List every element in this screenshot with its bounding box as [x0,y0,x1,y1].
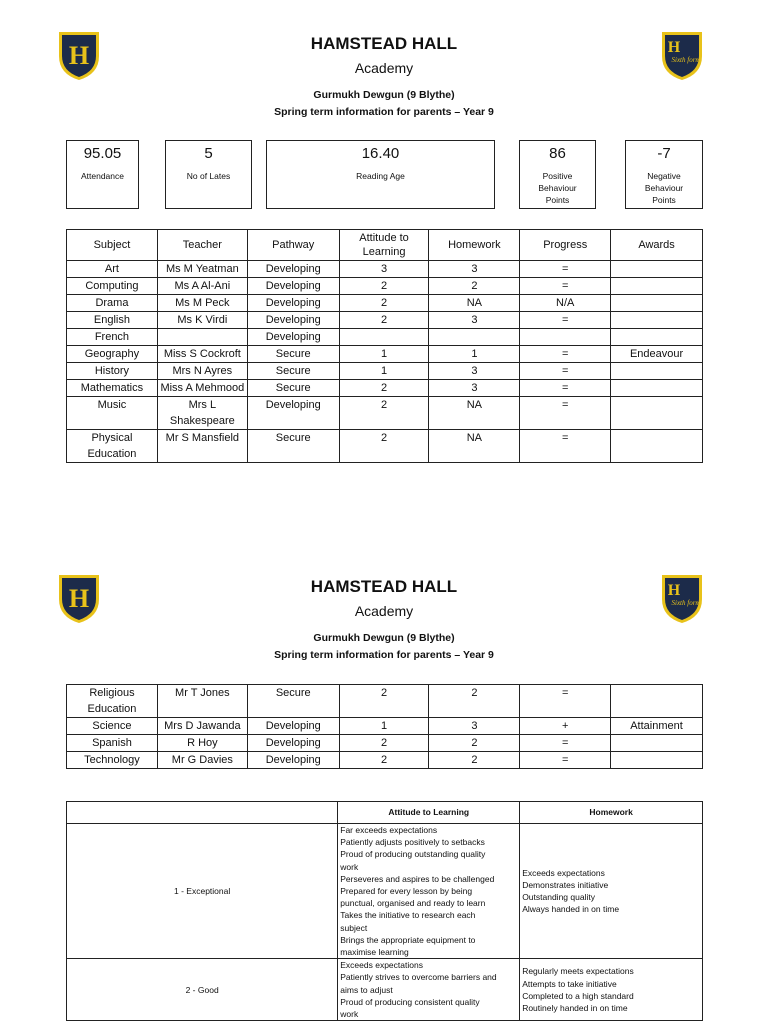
key-homework-line: Completed to a high standard [522,990,634,1001]
table-cell: Art [67,261,158,278]
table-cell: Ms M Yeatman [157,261,247,278]
subjects-table-continued [66,684,703,769]
table-cell: Developing [247,752,339,769]
stat-label: Negative Behaviour Points [644,171,684,205]
table-cell: 2 [339,752,429,769]
svg-text:H: H [68,584,90,613]
table-cell: 3 [429,718,520,735]
table-row [67,718,703,735]
stat-label: Attendance [80,171,124,181]
table-cell: = [520,735,611,752]
table-cell: Technology [67,752,158,769]
table-cell: 2 [429,735,520,752]
key-header [67,802,338,824]
table-cell: Ms K Virdi [157,312,247,329]
student-name: Gurmukh Dewgun (9 Blythe) [313,632,455,644]
table-cell: Developing [247,278,339,295]
key-level: 2 - Good [67,959,338,1021]
school-name: HAMSTEAD HALL [310,577,458,596]
table-cell: Mrs D Jawanda [157,718,247,735]
table-cell: = [520,380,611,397]
table-cell: 2 [339,380,429,397]
table-cell: = [520,363,611,380]
table-cell: Religious Education [67,685,158,718]
table-cell: 2 [429,752,520,769]
key-homework-cell [520,824,703,959]
table-cell: History [67,363,158,380]
table-cell: Developing [247,735,339,752]
table-cell: Developing [247,397,339,430]
key-homework-line: Routinely handed in on time [522,1002,628,1013]
key-homework-line: Exceeds expectations [522,867,605,878]
table-cell: NA [429,430,520,463]
table-cell: Physical Education [67,430,158,463]
key-attitude-line: Takes the initiative to research each [340,910,476,921]
table-cell: 2 [339,735,429,752]
stat-label: Reading Age [356,171,405,181]
term-title: Spring term information for parents – Year 9 [274,649,494,661]
table-cell: Secure [247,380,339,397]
table-cell: 2 [429,685,520,718]
stat-label: No of Lates [186,171,231,181]
key-attitude-line: maximise learning [340,947,409,958]
key-attitude-cell [338,824,520,959]
table-cell: Mr G Davies [157,752,247,769]
table-cell: Secure [247,685,339,718]
table-cell: Computing [67,278,158,295]
table-cell: 1 [429,346,520,363]
key-attitude-line: Patiently adjusts positively to setbacks [340,837,485,848]
key-homework-line: Attempts to take initiative [522,978,617,989]
table-cell: 1 [339,363,429,380]
table-cell: = [520,346,611,363]
key-attitude-line: Perseveres and aspires to be challenged [340,873,495,884]
column-header: Teacher [157,230,247,261]
table-cell: 2 [429,278,520,295]
key-homework-line: Outstanding quality [522,892,595,903]
column-header: Attitude to Learning [339,230,429,261]
school-subtitle: Academy [354,603,414,619]
table-cell: Developing [247,295,339,312]
table-cell: Secure [247,430,339,463]
table-cell: = [520,312,611,329]
key-homework-line: Demonstrates initiative [522,879,609,890]
table-cell: Developing [247,718,339,735]
key-attitude-line: subject [340,922,368,933]
table-cell: Science [67,718,158,735]
key-attitude-line: Proud of producing outstanding quality [340,849,486,860]
table-cell: Developing [247,261,339,278]
key-attitude-line: Patiently strives to overcome barriers and [340,972,497,983]
table-cell: Music [67,397,158,430]
table-cell: 2 [339,278,429,295]
table-cell: Secure [247,363,339,380]
stat-value: 95.05 [83,145,122,162]
table-cell: 3 [429,363,520,380]
table-cell: = [520,397,611,430]
table-cell [611,752,703,769]
svg-text:Sixth form: Sixth form [671,599,701,607]
table-cell: 1 [339,718,429,735]
table-cell: + [520,718,611,735]
key-row [67,959,703,1021]
key-homework-line: Always handed in on time [522,904,620,915]
key-homework-line: Regularly meets expectations [522,966,634,977]
table-cell: NA [429,397,520,430]
table-cell: = [520,752,611,769]
table-cell: Mr T Jones [157,685,247,718]
table-cell: Secure [247,346,339,363]
key-header: Attitude to Learning [338,802,520,824]
key-attitude-line: Proud of producing consistent quality [340,996,480,1007]
table-cell: Miss S Cockroft [157,346,247,363]
table-cell: Mrs N Ayres [157,363,247,380]
school-name: HAMSTEAD HALL [310,34,458,53]
table-cell: 3 [429,380,520,397]
table-cell: R Hoy [157,735,247,752]
key-attitude-line: Prepared for every lesson by being [340,886,473,897]
key-attitude-line: Brings the appropriate equipment to [340,934,476,945]
column-header: Subject [67,230,158,261]
term-title: Spring term information for parents – Year 9 [274,106,494,118]
key-header-row [67,802,703,824]
table-cell: Drama [67,295,158,312]
table-cell: Developing [247,329,339,346]
table-cell: = [520,278,611,295]
table-cell: 2 [339,397,429,430]
svg-text:Sixth form: Sixth form [671,56,701,64]
table-cell: 3 [429,312,520,329]
table-cell: = [520,430,611,463]
key-attitude-line: Far exceeds expectations [340,825,438,835]
table-cell: = [520,685,611,718]
table-row [67,735,703,752]
table-cell [611,685,703,718]
stat-value: 16.40 [361,145,400,162]
table-cell: Spanish [67,735,158,752]
key-attitude-cell [338,959,520,1021]
column-header: Homework [429,230,520,261]
student-name: Gurmukh Dewgun (9 Blythe) [313,89,455,101]
svg-text:H: H [667,39,681,56]
key-attitude-line: work [340,1009,359,1020]
table-cell: NA [429,295,520,312]
column-header: Progress [520,230,611,261]
stat-value: 86 [549,145,566,162]
stat-value: 5 [204,145,213,162]
svg-text:H: H [667,582,681,599]
table-cell: 2 [339,685,429,718]
table-row [67,685,703,718]
column-header: Pathway [247,230,339,261]
column-header: Awards [611,230,703,261]
table-cell: Geography [67,346,158,363]
key-row [67,824,703,959]
table-cell: Mr S Mansfield [157,430,247,463]
key-attitude-line: punctual, organised and ready to learn [340,898,486,909]
grading-key-table [66,801,703,1021]
table-cell: 1 [339,346,429,363]
table-cell: English [67,312,158,329]
table-cell: 2 [339,430,429,463]
table-cell: Ms M Peck [157,295,247,312]
key-attitude-line: work [340,861,359,872]
table-cell: Attainment [611,718,703,735]
key-homework-cell [520,959,703,1021]
key-attitude-line: Exceeds expectations [340,960,423,971]
table-cell: Endeavour [611,346,703,363]
table-cell: Miss A Mehmood [157,380,247,397]
table-cell: Ms A Al-Ani [157,278,247,295]
table-cell: = [520,261,611,278]
table-cell: 3 [339,261,429,278]
table-cell: French [67,329,158,346]
table-cell: Developing [247,312,339,329]
table-row [67,752,703,769]
stat-label: Positive Behaviour Points [538,171,577,205]
table-cell: Mrs L Shakespeare [157,397,247,430]
table-cell: 2 [339,295,429,312]
table-cell: 2 [339,312,429,329]
svg-text:H: H [68,41,90,70]
key-level: 1 - Exceptional [67,824,338,959]
table-cell [611,735,703,752]
key-header: Homework [520,802,703,824]
table-cell: N/A [520,295,611,312]
key-attitude-line: aims to adjust [340,984,393,995]
stat-value: -7 [657,145,671,162]
school-subtitle: Academy [354,60,414,76]
table-cell: 3 [429,261,520,278]
table-cell: Mathematics [67,380,158,397]
